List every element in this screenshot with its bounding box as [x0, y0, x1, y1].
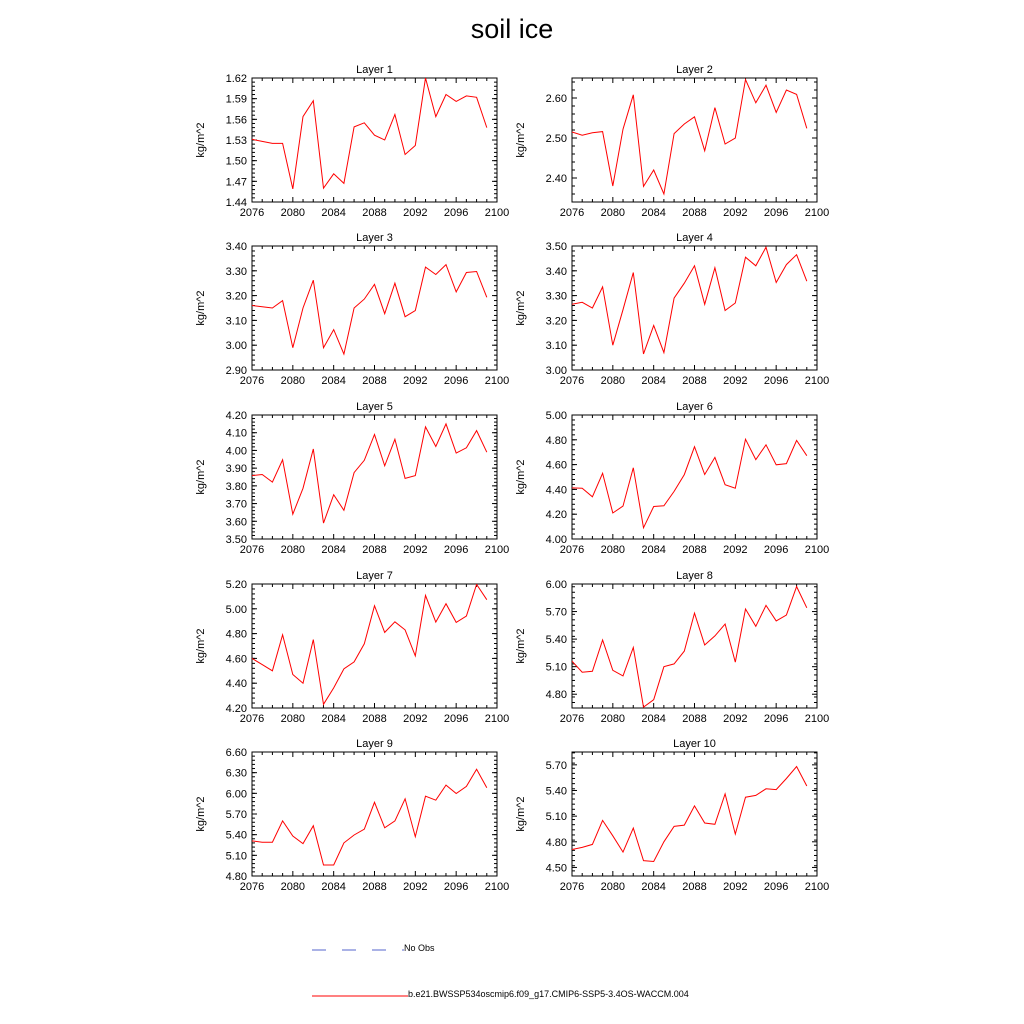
series-line — [562, 439, 807, 528]
y-tick-label: 1.62 — [225, 73, 247, 85]
y-tick-label: 1.44 — [225, 197, 247, 209]
y-tick-label: 4.60 — [545, 459, 567, 472]
y-tick-label: 3.80 — [225, 480, 247, 493]
y-tick-label: 3.20 — [545, 315, 567, 328]
x-tick-label: 2080 — [280, 544, 306, 556]
y-axis-label: kg/m^2 — [515, 122, 527, 158]
x-tick-label: 2092 — [403, 207, 428, 219]
y-tick-label: 5.40 — [545, 634, 567, 647]
x-tick-label: 2076 — [559, 207, 585, 219]
x-tick-label: 2076 — [239, 375, 265, 387]
y-tick-label: 5.10 — [545, 811, 567, 824]
x-tick-label: 2088 — [362, 713, 387, 725]
panel-frame — [572, 415, 817, 539]
x-tick-label: 2084 — [641, 713, 666, 725]
x-tick-label: 2084 — [641, 375, 666, 387]
x-tick-label: 2100 — [804, 713, 830, 725]
legend-model-label: b.e21.BWSSP534oscmip6.f09_g17.CMIP6-SSP5-3.4OS-WACCM.004 — [408, 989, 689, 999]
y-tick-label: 5.10 — [225, 850, 247, 863]
y-tick-label: 4.00 — [545, 534, 567, 546]
y-tick-label: 3.50 — [545, 241, 567, 253]
x-tick-label: 2092 — [723, 375, 748, 387]
x-tick-label: 2092 — [723, 207, 748, 219]
y-tick-label: 1.56 — [225, 114, 247, 127]
x-tick-label: 2088 — [682, 881, 707, 893]
x-tick-label: 2100 — [484, 881, 510, 893]
series-line — [242, 769, 487, 865]
x-tick-label: 2096 — [443, 713, 469, 725]
x-tick-label: 2076 — [239, 207, 265, 219]
x-tick-label: 2084 — [641, 544, 666, 556]
y-tick-label: 2.90 — [225, 365, 247, 377]
x-tick-label: 2084 — [321, 713, 346, 725]
x-tick-label: 2088 — [682, 713, 707, 725]
y-tick-label: 5.00 — [545, 410, 567, 422]
y-axis-label: kg/m^2 — [515, 796, 527, 832]
x-tick-label: 2076 — [239, 544, 265, 556]
y-axis-label: kg/m^2 — [195, 122, 207, 158]
x-tick-label: 2088 — [682, 544, 707, 556]
x-tick-label: 2084 — [321, 375, 346, 387]
panel-frame — [572, 246, 817, 370]
y-tick-label: 5.40 — [225, 829, 247, 842]
y-tick-label: 4.80 — [225, 628, 247, 641]
y-tick-label: 4.80 — [545, 836, 567, 849]
series-line — [242, 78, 487, 189]
panel-6 — [515, 401, 829, 556]
x-tick-label: 2092 — [723, 544, 748, 556]
panel-4 — [515, 232, 829, 387]
x-tick-label: 2080 — [600, 881, 626, 893]
y-tick-label: 3.70 — [225, 498, 247, 511]
y-tick-label: 3.10 — [225, 315, 247, 328]
x-tick-label: 2096 — [763, 544, 789, 556]
y-tick-label: 2.60 — [545, 93, 567, 105]
x-tick-label: 2076 — [239, 713, 265, 725]
y-tick-label: 5.70 — [545, 606, 567, 619]
x-tick-label: 2080 — [600, 375, 626, 387]
y-tick-label: 4.20 — [225, 703, 247, 715]
y-tick-label: 3.20 — [225, 290, 247, 303]
y-tick-label: 6.30 — [225, 767, 247, 780]
legend-obs-label: No Obs — [404, 943, 435, 953]
x-tick-label: 2096 — [443, 881, 469, 893]
y-tick-label: 4.60 — [225, 653, 247, 666]
y-tick-label: 3.40 — [225, 241, 247, 253]
panel-2 — [515, 64, 829, 219]
x-tick-label: 2076 — [559, 881, 585, 893]
y-tick-label: 4.40 — [225, 678, 247, 691]
x-tick-label: 2096 — [443, 544, 469, 556]
y-tick-label: 5.00 — [225, 603, 247, 616]
panel-title: Layer 10 — [673, 738, 716, 750]
y-tick-label: 1.53 — [225, 135, 247, 147]
y-tick-label: 3.00 — [225, 340, 247, 353]
y-tick-label: 6.00 — [545, 579, 567, 591]
legend-model — [312, 988, 812, 1004]
series-line — [242, 424, 487, 523]
y-axis-label: kg/m^2 — [515, 628, 527, 664]
x-tick-label: 2100 — [484, 544, 510, 556]
y-tick-label: 4.80 — [545, 689, 567, 702]
y-tick-label: 6.00 — [225, 788, 247, 801]
y-tick-label: 4.00 — [225, 445, 247, 458]
x-tick-label: 2100 — [804, 375, 830, 387]
x-tick-label: 2076 — [559, 375, 585, 387]
panel-frame — [572, 78, 817, 202]
x-tick-label: 2100 — [804, 544, 830, 556]
y-tick-label: 4.20 — [225, 410, 247, 422]
y-tick-label: 4.80 — [545, 434, 567, 447]
y-tick-label: 5.10 — [545, 661, 567, 674]
x-tick-label: 2080 — [280, 713, 306, 725]
y-tick-label: 3.10 — [545, 340, 567, 353]
x-tick-label: 2096 — [763, 207, 789, 219]
x-tick-label: 2100 — [804, 207, 830, 219]
y-tick-label: 3.30 — [225, 265, 247, 278]
y-tick-label: 3.60 — [225, 516, 247, 529]
x-tick-label: 2080 — [280, 375, 306, 387]
x-tick-label: 2100 — [804, 881, 830, 893]
panel-title: Layer 2 — [676, 64, 713, 76]
y-tick-label: 3.50 — [225, 534, 247, 546]
y-tick-label: 2.40 — [545, 173, 567, 185]
panel-frame — [572, 584, 817, 708]
panel-title: Layer 9 — [356, 738, 393, 750]
x-tick-label: 2088 — [362, 207, 387, 219]
x-tick-label: 2084 — [321, 544, 346, 556]
y-axis-label: kg/m^2 — [195, 290, 207, 326]
y-axis-label: kg/m^2 — [515, 459, 527, 495]
x-tick-label: 2076 — [239, 881, 265, 893]
x-tick-label: 2080 — [600, 207, 626, 219]
y-tick-label: 4.50 — [545, 862, 567, 875]
legend-model-line — [312, 988, 410, 1004]
panel-frame — [572, 752, 817, 876]
y-tick-label: 4.20 — [545, 509, 567, 522]
series-line — [562, 247, 807, 354]
y-tick-label: 4.80 — [225, 871, 247, 883]
x-tick-label: 2076 — [559, 713, 585, 725]
y-tick-label: 1.47 — [225, 176, 247, 189]
x-tick-label: 2096 — [443, 375, 469, 387]
x-tick-label: 2100 — [484, 207, 510, 219]
x-tick-label: 2096 — [763, 881, 789, 893]
y-tick-label: 2.50 — [545, 133, 567, 145]
panel-title: Layer 8 — [676, 570, 713, 582]
x-tick-label: 2084 — [321, 207, 346, 219]
y-axis-label: kg/m^2 — [195, 459, 207, 495]
y-tick-label: 5.20 — [225, 579, 247, 591]
y-tick-label: 6.60 — [225, 747, 247, 759]
panel-10 — [515, 738, 829, 893]
x-tick-label: 2080 — [600, 544, 626, 556]
x-tick-label: 2096 — [443, 207, 469, 219]
y-tick-label: 1.50 — [225, 155, 247, 168]
x-tick-label: 2080 — [280, 881, 306, 893]
y-axis-label: kg/m^2 — [195, 628, 207, 664]
x-tick-label: 2092 — [403, 881, 428, 893]
y-axis-label: kg/m^2 — [515, 290, 527, 326]
series-line — [562, 587, 807, 708]
y-tick-label: 3.90 — [225, 463, 247, 476]
x-tick-label: 2092 — [403, 375, 428, 387]
panel-frame — [252, 78, 497, 202]
x-tick-label: 2084 — [641, 207, 666, 219]
legend-obs — [312, 942, 472, 958]
y-tick-label: 3.30 — [545, 290, 567, 303]
x-tick-label: 2076 — [559, 544, 585, 556]
x-tick-label: 2096 — [763, 713, 789, 725]
x-tick-label: 2092 — [723, 881, 748, 893]
panel-1 — [195, 64, 509, 219]
x-tick-label: 2088 — [682, 375, 707, 387]
x-tick-label: 2084 — [321, 881, 346, 893]
panel-title: Layer 6 — [676, 401, 713, 413]
panel-title: Layer 1 — [356, 64, 393, 76]
panel-title: Layer 3 — [356, 232, 393, 244]
page-title: soil ice — [470, 14, 554, 44]
y-axis-label: kg/m^2 — [195, 796, 207, 832]
panel-title: Layer 5 — [356, 401, 393, 413]
panel-frame — [252, 584, 497, 708]
x-tick-label: 2092 — [723, 713, 748, 725]
panel-5 — [195, 401, 509, 556]
x-tick-label: 2088 — [362, 881, 387, 893]
x-tick-label: 2092 — [403, 544, 428, 556]
x-tick-label: 2088 — [362, 544, 387, 556]
panel-9 — [195, 738, 509, 893]
x-tick-label: 2096 — [763, 375, 789, 387]
series-line — [562, 80, 807, 194]
x-tick-label: 2100 — [484, 713, 510, 725]
x-tick-label: 2080 — [280, 207, 306, 219]
series-line — [242, 265, 487, 355]
y-tick-label: 5.70 — [545, 759, 567, 772]
y-tick-label: 4.40 — [545, 484, 567, 497]
panel-8 — [515, 570, 829, 725]
x-tick-label: 2088 — [682, 207, 707, 219]
x-tick-label: 2088 — [362, 375, 387, 387]
panel-title: Layer 7 — [356, 570, 393, 582]
y-tick-label: 5.40 — [545, 785, 567, 798]
x-tick-label: 2092 — [403, 713, 428, 725]
x-tick-label: 2080 — [600, 713, 626, 725]
y-tick-label: 3.00 — [545, 365, 567, 377]
y-tick-label: 4.10 — [225, 427, 247, 440]
x-tick-label: 2100 — [484, 375, 510, 387]
panel-title: Layer 4 — [676, 232, 713, 244]
y-tick-label: 1.59 — [225, 93, 247, 106]
panel-frame — [252, 246, 497, 370]
x-tick-label: 2084 — [641, 881, 666, 893]
series-line — [562, 767, 807, 862]
series-line — [242, 584, 487, 704]
y-tick-label: 5.70 — [225, 809, 247, 821]
panel-7 — [195, 570, 509, 725]
y-tick-label: 3.40 — [545, 265, 567, 278]
legend-obs-line — [312, 942, 407, 958]
panel-3 — [195, 232, 509, 387]
panel-frame — [252, 752, 497, 876]
